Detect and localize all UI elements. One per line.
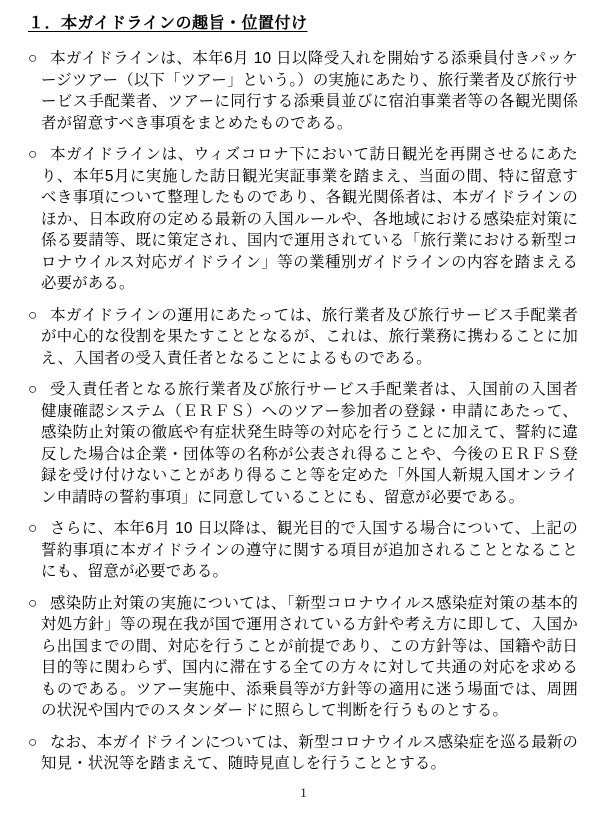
paragraph-1: [28, 48, 578, 134]
page-number: 1: [300, 785, 307, 800]
bullet-circle-icon: ○: [28, 146, 38, 163]
paragraph-7: [28, 732, 578, 775]
page-title: １．本ガイドラインの趣旨・位置付け: [28, 15, 308, 32]
paragraph-5: [28, 518, 578, 583]
paragraph-4: [28, 379, 578, 508]
bullet-circle-icon: ○: [28, 520, 38, 537]
bullet-circle-icon: ○: [28, 733, 38, 751]
paragraph-text: なお、本ガイドラインについては、新型コロナウイルス感染症を巡る最新の知見・状況等を踏まえて、随時見直しを行うこととする。: [41, 733, 578, 772]
paragraph-text: 受入責任者となる旅行業者及び旅行サービス手配業者は、入国前の入国者健康確認システム（ＥＲＦＳ）へのツアー参加者の登録・申請にあたって、感染防止対策の徹底や有症状発生時等の対応を行うことに加えて、誓約に違反した場合は企業・団体等の名称が公表され得ることや、今後のＥＲＦＳ登録を受け付けないことがあり得ること等を定めた「外国人新規入国オンライン申請時の誓約事項」に同意していることにも、留意が必要である。: [41, 381, 578, 506]
paragraph-text: さらに、本年6月 10 日以降は、観光目的で入国する場合について、上記の誓約事項に本ガイドラインの遵守に関する項目が追加されることとなることにも、留意が必要である。: [41, 520, 578, 580]
paragraph-text: 本ガイドラインは、ウィズコロナ下において訪日観光を再開させるにあたり、本年5月に実施した訪日観光実証事業を踏まえ、当面の間、特に留意すべき事項について整理したものであり、各観光関係者は、本ガイドラインのほか、日本政府の定める最新の入国ルールや、各地域における感染症対策に係る要請等、既に策定され、国内で運用されている「旅行業における新型コロナウイルス対応ガイドライン」等の業種別ガイドラインの内容を踏まえる必要がある。: [41, 146, 578, 292]
bullet-circle-icon: ○: [28, 50, 38, 67]
paragraph-text: 本ガイドラインの運用にあたっては、旅行業者及び旅行サービス手配業者が中心的な役割を果たすこととなるが、これは、旅行業務に携わることに加え、入国者の受入責任者となることによるものである。: [41, 306, 578, 367]
paragraph-2: [28, 144, 578, 295]
paragraph-text: 感染防止対策の実施については、「新型コロナウイルス感染症対策の基本的対処方針」等の現在我が国で運用されている方針や考え方に即して、入国から出国までの間、対応を行うことが前提であり、この方針等は、国籍や訪日目的等に関わらず、国内に滞在する全ての方々に対して共通の対応を求めるものである。ツアー実施中、添乗員等が方針等の適用に迷う場面では、周囲の状況や国内でのスタンダードに照らして判断を行うものとする。: [41, 594, 578, 719]
bullet-circle-icon: ○: [28, 381, 38, 398]
bullet-circle-icon: ○: [28, 594, 38, 612]
bullet-circle-icon: ○: [28, 306, 38, 324]
paragraph-6: [28, 593, 578, 722]
paragraph-text: 本ガイドラインは、本年6月 10 日以降受入れを開始する添乗員付きパッケージツアー（以下「ツアー」という。）の実施にあたり、旅行業者及び旅行サービス手配業者、ツアーに同行する添乗員並びに宿泊事業者等の各観光関係者が留意すべき事項をまとめたものである。: [41, 50, 578, 132]
paragraph-3: [28, 305, 578, 370]
